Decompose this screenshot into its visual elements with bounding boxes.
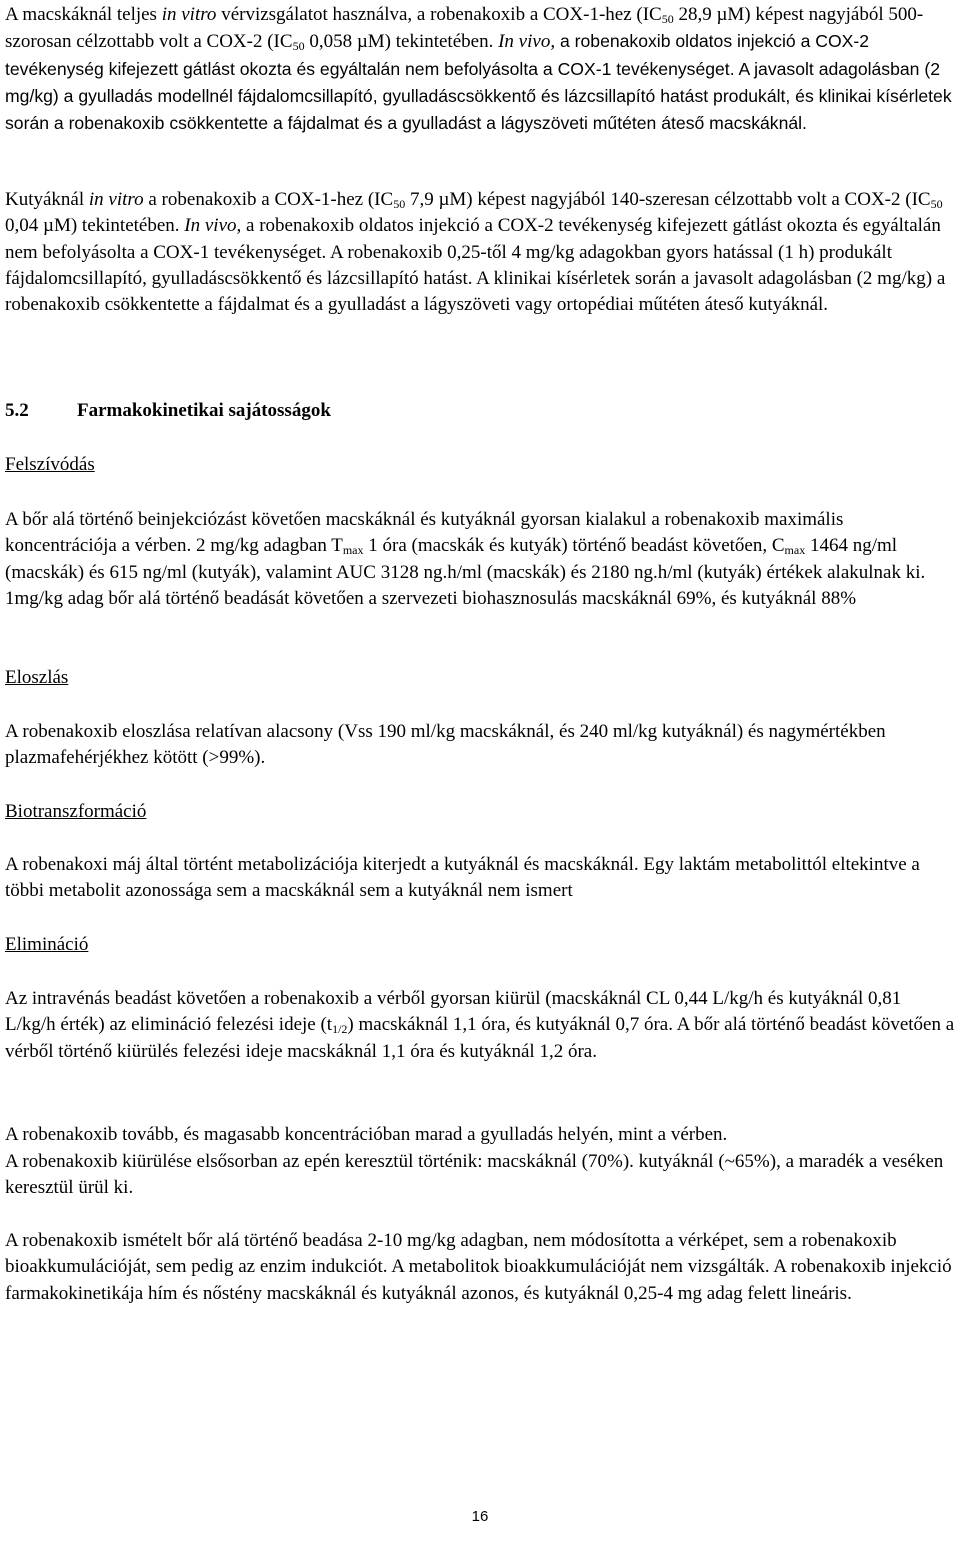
italic-text: In vivo, (498, 31, 556, 53)
text: vérvizsgálatot használva, a robenakoxib a COX-1-hez (IC (216, 4, 662, 25)
page-number: 16 (471, 1508, 489, 1525)
text: A bőr alá történő beinjekciózást követően macskáknál és kutyáknál gyorsan kialakul a robenakoxib maximális koncentrációja a vérben. 2 mg/kg adagban T (5, 509, 844, 557)
subscript: 50 (393, 197, 406, 211)
absorption-paragraph (5, 507, 955, 612)
text: 7,9 µM) képest nagyjából 140-szeresan célzottabb volt a COX-2 (IC (405, 189, 931, 210)
subscript: max (342, 543, 364, 558)
text: ) macskáknál 1,1 óra, és kutyáknál 0,7 óra. A bőr alá történő beadást követően a vérből történő kiürülés felezési ideje macskáknál 1,1 óra és kutyáknál 1,2 óra. (5, 1014, 955, 1062)
text: a robenakoxib a COX-1-hez (IC (143, 189, 394, 210)
absorption-heading: Felszívódás (5, 454, 95, 475)
elimination-paragraph-2a: A robenakoxib tovább, és magasabb koncentrációban marad a gyulladás helyén, mint a vérben. (5, 1124, 728, 1145)
section-title: Farmakokinetikai sajátosságok (77, 400, 331, 421)
elimination-paragraph-1 (5, 986, 955, 1065)
section-heading (5, 398, 331, 424)
biotransformation-paragraph: A robenakoxi máj által történt metabolizációja kiterjedt a kutyáknál és macskáknál. Egy laktám metabolittól eltekintve a többi metabolit azonossága sem a macskáknál sem a kutyáknál nem ismert (5, 854, 920, 902)
subscript: 50 (930, 197, 943, 211)
text: a robenakoxib oldatos injekció a COX-2 tevékenység kifejezett gátlást okozta és egyáltalán nem befolyásolta a COX-1 tevékenységet. (5, 31, 870, 79)
elimination-paragraph-3: A robenakoxib ismételt bőr alá történő beadása 2-10 mg/kg adagban, nem módosította a vérképet, sem a robenakoxib bioakkumulációját, sem pedig az enzim indukciót. A metabolitok bioakkumulációját nem vizsgálták. A robenakoxib injekció farmakokinetikája hím és nőstény macskáknál és kutyáknál azonos, és kutyáknál 0,25-4 mg adag felett lineáris. (5, 1230, 952, 1304)
biotransformation-heading: Biotranszformáció (5, 801, 147, 822)
text: A macskáknál teljes (5, 4, 162, 25)
elimination-heading: Elimináció (5, 934, 89, 955)
italic-text: in vitro (161, 4, 217, 25)
section-number: 5.2 (5, 400, 29, 421)
subscript: 50 (292, 39, 305, 54)
italic-text: In vivo, (184, 215, 242, 237)
italic-text: in vitro (88, 189, 144, 210)
text: 1 óra (macskák és kutyák) történő beadást követően, C (363, 535, 785, 557)
text: 0,04 µM) tekintetében. (5, 215, 185, 237)
paragraph-dogs-in-vitro (5, 187, 955, 318)
subscript: 50 (661, 12, 674, 26)
subscript: 1/2 (332, 1022, 348, 1037)
text: a robenakoxib oldatos injekció a COX-2 tevékenység kifejezett gátlást okozta és egyáltalán nem befolyásolta a COX-1 tevékenységet. A robenakoxib 0,25-től 4 mg/kg adagokban gyors hatással (1 h) produkált fájdalomcsillapító, gyulladáscsökkentő és lázcsillapító hatást. A klinikai kísérletek során a javasolt adagolásban (2 mg/kg) a robenakoxib csökkentette a fájdalmat és a gyulladást a lágyszöveti vagy ortopédiai műtéten áteső kutyáknál. (5, 215, 946, 316)
distribution-paragraph: A robenakoxib eloszlása relatívan alacsony (Vss 190 ml/kg macskáknál, és 240 ml/kg kutyáknál) és nagymértékben plazmafehérjékhez kötött (>99%). (5, 721, 886, 769)
paragraph-cats-in-vitro (5, 2, 955, 137)
text: 1464 ng/ml (macskák) és 615 ng/ml (kutyák), valamint AUC 3128 ng.h/ml (macskák) és 2180 ng.h/ml (kutyák) értékek alakulnak ki. 1mg/kg adag bőr alá történő beadását követően a szervezeti biohasznosulás macskáknál 69%, és kutyáknál 88% (5, 535, 926, 609)
text: 28,9 µM) képest nagyjából 500-szorosan célzottabb volt a COX-2 (IC (5, 4, 924, 53)
text: Kutyáknál (5, 189, 89, 210)
text: 0,058 µM) tekintetében. (304, 31, 499, 53)
text: A javasolt adagolásban (2 mg/kg) a gyulladás modellnél fájdalomcsillapító, gyulladáscsökkentő és lázcsillapító hatást produkált, és klinikai kísérletek során a robenakoxib csökkentette a fájdalmat és a gyulladást a lágyszöveti műtéten áteső macskáknál. (5, 58, 952, 134)
distribution-heading: Eloszlás (5, 667, 69, 688)
subscript: max (784, 543, 806, 558)
elimination-paragraph-2b: A robenakoxib kiürülése elsősorban az epén keresztül történik: macskáknál (70%). kutyáknál (~65%), a maradék a veséken keresztül ürül ki. (5, 1151, 944, 1199)
text: Az intravénás beadást követően a robenakoxib a vérből gyorsan kiürül (macskáknál CL 0,44 L/kg/h és kutyáknál 0,81 L/kg/h érték) az elimináció felezési ideje (t (5, 988, 902, 1036)
